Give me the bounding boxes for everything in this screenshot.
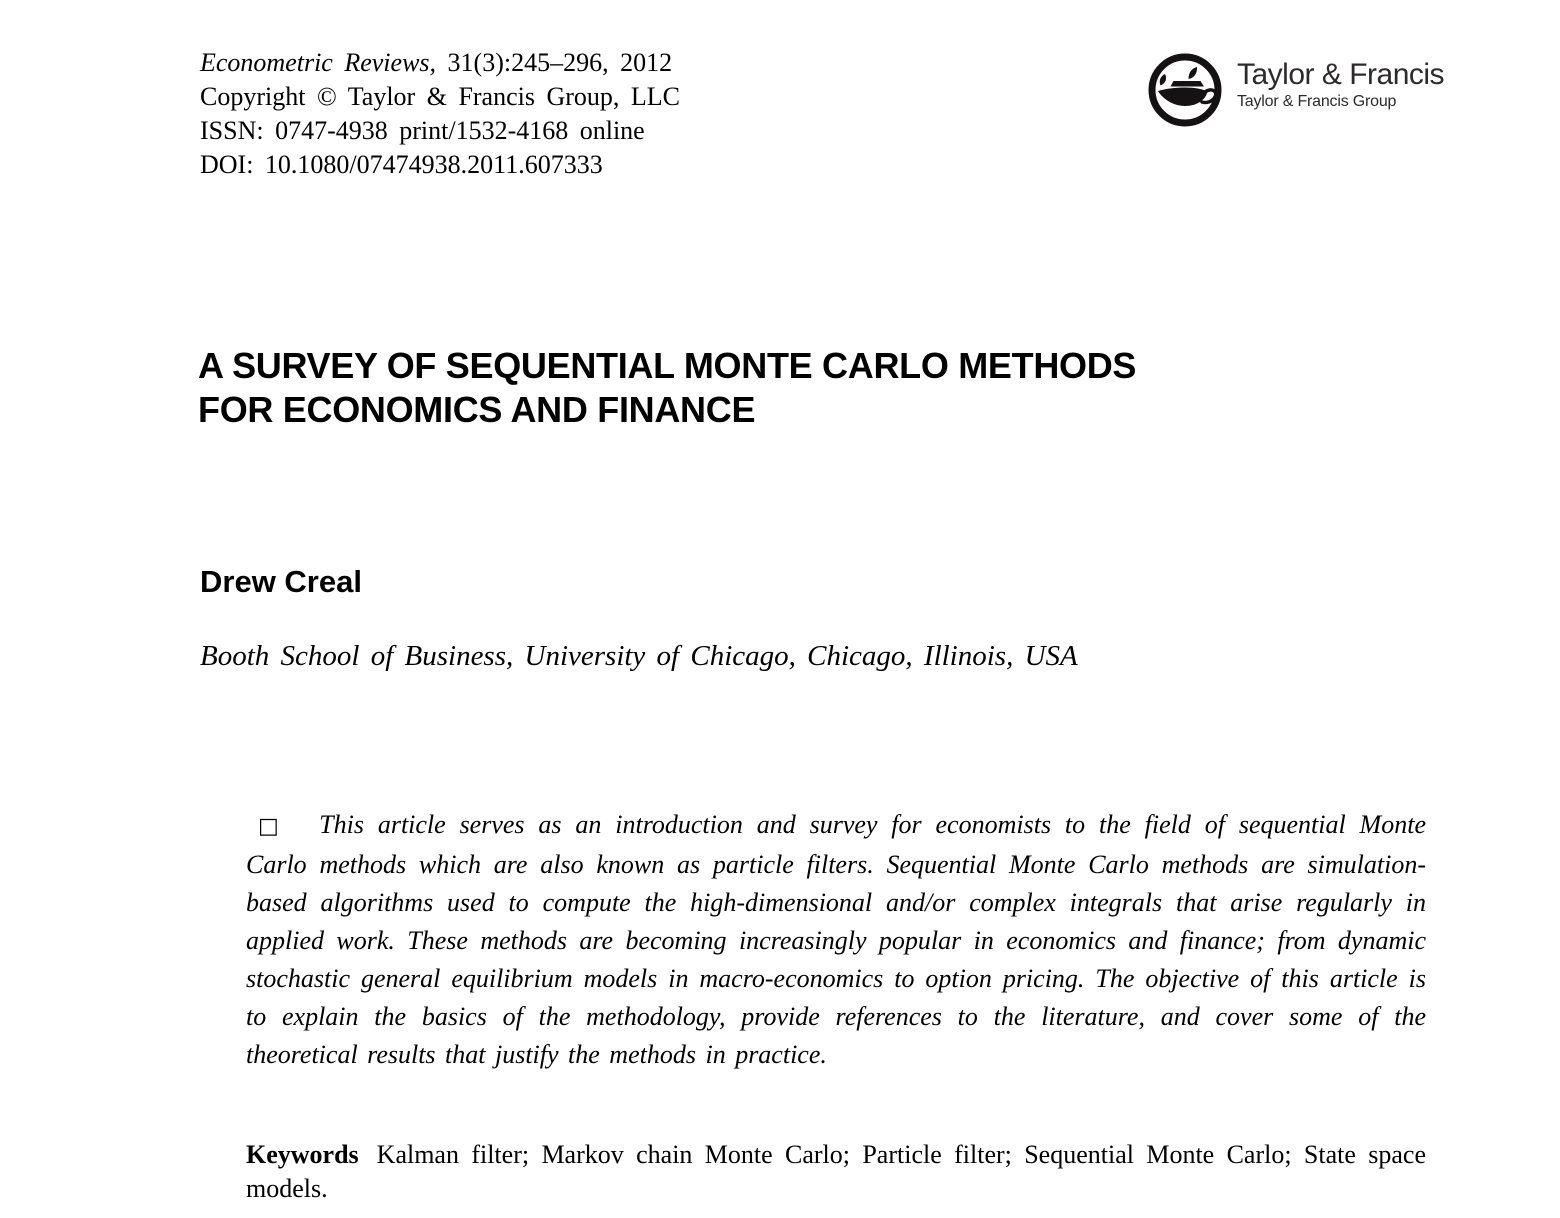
journal-volume-pages: 31(3):245–296, 2012: [436, 48, 673, 77]
journal-citation-line: [200, 46, 680, 80]
abstract-paragraph: [246, 806, 1426, 1074]
copyright-line: Copyright © Taylor & Francis Group, LLC: [200, 82, 681, 111]
article-title-line1: A SURVEY OF SEQUENTIAL MONTE CARLO METHODS: [198, 345, 1137, 386]
abstract-box-marker: □: [258, 814, 284, 839]
author-name: Drew Creal: [200, 564, 362, 599]
abstract-text: This article serves as an introduction and survey for economists to the field of sequential Monte Carlo methods which are also known as particle filters. Sequential Monte Carlo methods are simulation-based algorithms used to compute the high-dimensional and/or complex integrals that arise regularly in applied work. These methods are becoming increasingly popular in economics and finance; from dynamic stochastic general equilibrium models in macro-economics to option pricing. The objective of this article is to explain the basics of the methodology, provide references to the literature, and cover some of the theoretical results that justify the methods in practice.: [246, 810, 1426, 1069]
doi-line: DOI: 10.1080/07474938.2011.607333: [200, 150, 603, 179]
keywords-text: Kalman filter; Markov chain Monte Carlo; Particle filter; Sequential Monte Carlo; State space models.: [246, 1140, 1426, 1203]
publisher-name: Taylor & Francis: [1237, 58, 1445, 91]
issn-line: ISSN: 0747-4938 print/1532-4168 online: [200, 116, 645, 145]
publisher-logo-text: [1237, 50, 1444, 112]
journal-header: [200, 46, 680, 182]
article-title-line2: FOR ECONOMICS AND FINANCE: [198, 389, 756, 430]
article-title: [198, 344, 1298, 432]
publisher-group-name: Taylor & Francis Group: [1237, 93, 1397, 110]
publisher-logo: [1145, 50, 1444, 130]
journal-name: Econometric Reviews,: [200, 48, 437, 77]
taylor-francis-lamp-icon: [1145, 50, 1225, 130]
keywords-label: Keywords: [246, 1140, 359, 1169]
keywords-paragraph: [246, 1138, 1426, 1206]
author-affiliation: Booth School of Business, University of Chicago, Chicago, Illinois, USA: [200, 640, 1078, 672]
